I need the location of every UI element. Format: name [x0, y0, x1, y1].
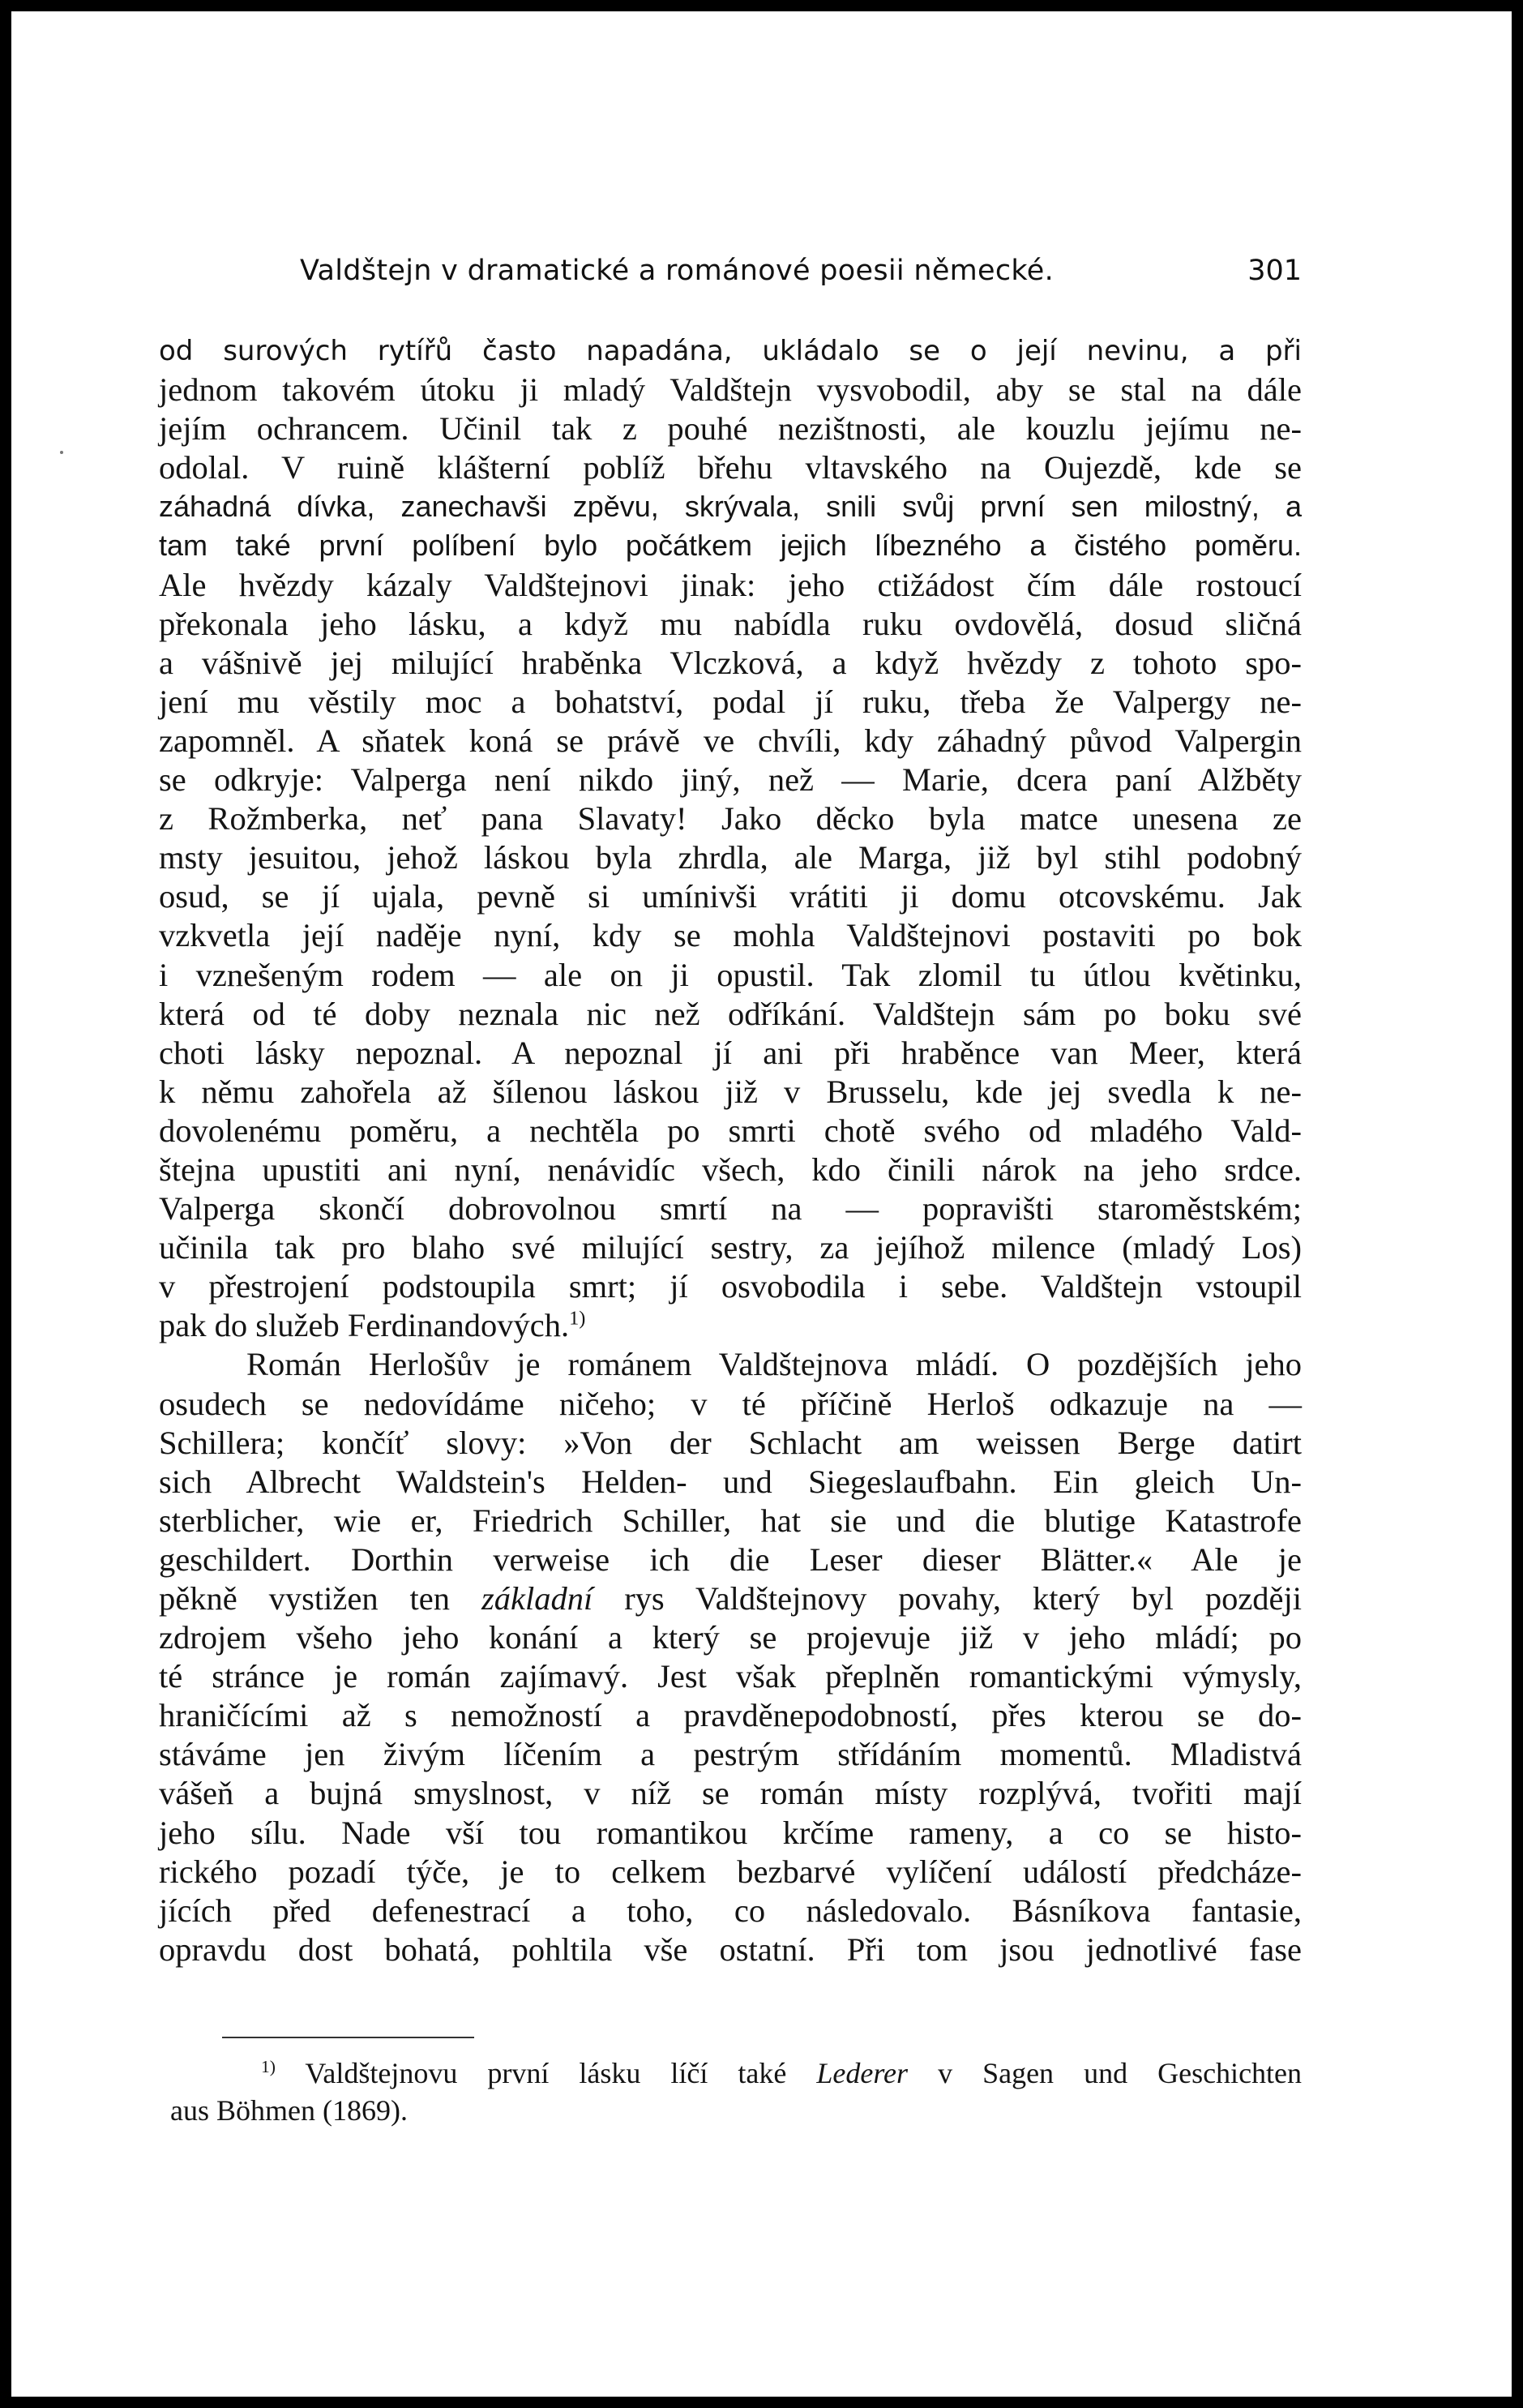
text-line: jících před defenestrací a toho, co následovalo. Básníkova fantasie,	[159, 1892, 1302, 1929]
text-line: jeho sílu. Nade vší tou romantikou krčíme rameny, a co se histo-	[159, 1814, 1302, 1851]
text-line: rického pozadí týče, je to celkem bezbarvé vylíčení událostí předcháze-	[159, 1853, 1302, 1890]
text-line: Valperga skončí dobrovolnou smrtí na — popravišti staroměstském;	[159, 1190, 1302, 1228]
text-line: překonala jeho lásku, a když mu nabídla ruku ovdovělá, dosud sličná	[159, 605, 1302, 642]
text-line: opravdu dost bohatá, pohltila vše ostatní. Při tom jsou jednotlivé fase	[159, 1930, 1302, 1968]
text-line: Román Herlošův je románem Valdštejnova mládí. O pozdějších jeho	[246, 1346, 1302, 1383]
text-line: a vášnivě jej milující hraběnka Vlczková, a když hvězdy z tohoto spo-	[159, 644, 1302, 681]
text-line: učinila tak pro blaho své milující sestry, za jejíhož milence (mladý Los)	[159, 1229, 1302, 1266]
running-header	[300, 255, 1302, 303]
footnote-line: aus Böhmen (1869).	[170, 2094, 408, 2127]
text-line: sich Albrecht Waldstein's Helden- und Siegeslaufbahn. Ein gleich Un-	[159, 1463, 1302, 1500]
text-line: i vznešeným rodem — ale on ji opustil. Tak zlomil tu útlou květinku,	[159, 956, 1302, 993]
text-line-content: pak do služeb Ferdinandových.	[159, 1307, 570, 1344]
text-line: jení mu věstily moc a bohatství, podal jí ruku, třeba že Valpergy ne-	[159, 683, 1302, 720]
text-line: hraničícími až s nemožností a pravděnepodobností, přes kterou se do-	[159, 1697, 1302, 1734]
text-line: Ale hvězdy kázaly Valdštejnovi jinak: jeho ctižádost čím dále rostoucí	[159, 566, 1302, 603]
text-line: osud, se jí ujala, pevně si umínivši vrátiti ji domu otcovskému. Jak	[159, 878, 1302, 915]
text-line: Schillera; končíť slovy: »Von der Schlacht am weissen Berge datirt	[159, 1424, 1302, 1461]
text-line: té stránce je román zajímavý. Jest však přeplněn romantickými výmysly,	[159, 1658, 1302, 1695]
text-line: jednom takovém útoku ji mladý Valdštejn vysvobodil, aby se stal na dále	[159, 371, 1302, 409]
text-line: msty jesuitou, jehož láskou byla zhrdla, ale Marga, již byl stihl podobný	[159, 839, 1302, 876]
footnote-line	[170, 2055, 1302, 2092]
text-line: zdrojem všeho jeho konání a který se projevuje již v jeho mládí; po	[159, 1619, 1302, 1656]
footnote-divider	[222, 2037, 474, 2038]
text-line: záhadná dívka, zanechavši zpěvu, skrývala, snili svůj první sen milostný, a	[159, 490, 1302, 524]
text-line: vášeň a bujná smyslnost, v níž se román místy rozplývá, tvořiti mají	[159, 1775, 1302, 1812]
scan-speck	[60, 451, 63, 454]
text-line	[159, 1969, 1302, 2008]
text-line: z Rožmberka, neť pana Slavaty! Jako děcko byla matce unesena ze	[159, 800, 1302, 838]
text-line: štejna upustiti ani nyní, nenávidíc všech, kdo činili nárok na jeho srdce.	[159, 1150, 1302, 1188]
emphasized-word: základní	[481, 1580, 593, 1617]
footnote	[170, 2055, 1302, 2129]
text-line: osudech se nedovídáme ničeho; v té příčině Herloš odkazuje na —	[159, 1385, 1302, 1422]
text-line: jejím ochrancem. Učinil tak z pouhé nezištnosti, ale kouzlu jejímu ne-	[159, 410, 1302, 448]
text-line: geschildert. Dorthin verweise ich die Leser dieser Blätter.« Ale je	[159, 1540, 1302, 1578]
text-line: stáváme jen živým líčením a pestrým střídáním momentů. Mladistvá	[159, 1736, 1302, 1773]
text-line: v přestrojení podstoupila smrt; jí osvobodila i sebe. Valdštejn vstoupil	[159, 1268, 1302, 1305]
text-line: sterblicher, wie er, Friedrich Schiller, hat sie und die blutige Katastrofe	[159, 1502, 1302, 1539]
body-text	[159, 332, 1302, 2008]
text-line-part: rys Valdštejnovy povahy, který byl později	[624, 1580, 1303, 1617]
page	[11, 11, 1512, 2397]
text-line: která od té doby neznala nic než odříkání. Valdštejn sám po boku své	[159, 995, 1302, 1032]
text-line-part: pěkně vystižen ten	[159, 1580, 451, 1617]
text-line: dovolenému poměru, a nechtěla po smrti chotě svého od mladého Vald-	[159, 1112, 1302, 1149]
footnote-text: v Sagen und Geschichten	[938, 2057, 1303, 2089]
footnote-marker: 1)	[261, 2057, 276, 2076]
text-line: choti lásky nepoznal. A nepoznal jí ani při hraběnce van Meer, která	[159, 1034, 1302, 1071]
text-line: tam také první políbení bylo počátkem jejich líbezného a čistého poměru.	[159, 529, 1302, 563]
text-line	[159, 1579, 1302, 1618]
text-line: odolal. V ruině klášterní poblíž břehu vltavského na Oujezdě, kde se	[159, 449, 1302, 486]
page-number: 301	[1247, 255, 1302, 287]
footnote-text: Valdštejnovu první lásku líčí také	[305, 2057, 787, 2089]
footnote-reference: 1)	[569, 1307, 586, 1330]
footnote-author: Lederer	[816, 2057, 909, 2089]
text-line: se odkryje: Valperga není nikdo jiný, než — Marie, dcera paní Alžběty	[159, 761, 1302, 799]
text-line: od surových rytířů často napadána, ukládalo se o její nevinu, a při	[159, 335, 1302, 367]
text-line: k němu zahořela až šílenou láskou již v Brusselu, kde jej svedla k ne-	[159, 1073, 1302, 1110]
text-line: vzkvetla její naděje nyní, kdy se mohla Valdštejnovi postaviti po bok	[159, 917, 1302, 954]
text-line: zapomněl. A sňatek koná se právě ve chvíli, kdy záhadný původ Valpergin	[159, 722, 1302, 759]
running-title: Valdštejn v dramatické a románové poesii německé.	[300, 255, 1054, 287]
text-line	[159, 1306, 1302, 1345]
